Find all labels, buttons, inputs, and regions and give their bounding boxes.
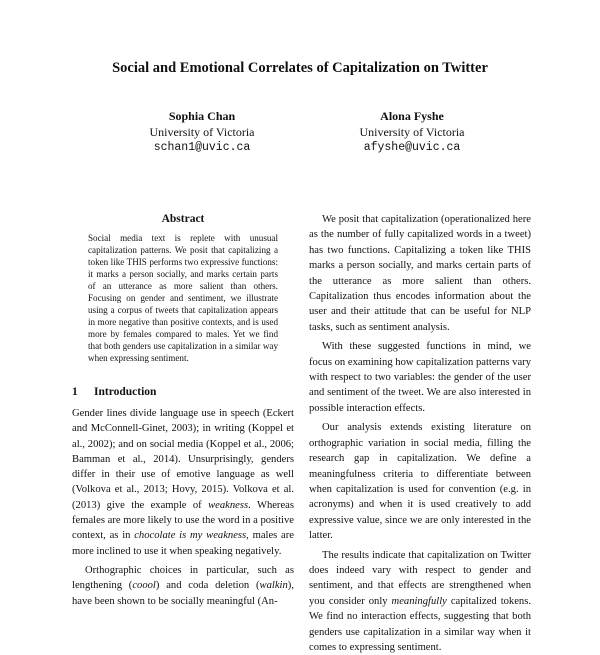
paper-title: Social and Emotional Correlates of Capitalization on Twitter [112,60,488,76]
abstract-text: Social media text is replete with unusual capitalization patterns. We posit that capitalizing a token like THIS performs two expressive functions: it marks a person socially, and marks certain parts of an utterance as more salient than others. Focusing on gender and sentiment, we illustrate using a corpus of tweets that capitalization appears in more negative than positive contexts, and is used more by females compared to males. Yet we find that both genders use capitalization in a similar way when expressing sentiment. [88,233,278,363]
author-block [302,108,522,156]
right-paragraph-4: The results indicate that capitalization on Twitter does indeed vary with respect to gender and sentiment, and that effects are strengthened when you consider only meaningfully capitalized tokens. We find no interaction effects, suggesting that both genders use capitalization in a similar way when it comes to expressing sentiment. [309,549,531,653]
right-paragraph-3: Our analysis extends existing literature on orthographic variation in social media, filling the research gap in capitalization. We define a meaningfulness criteria to differentiate between when capitalization is used for convention (e.g. in acronyms) and when it is used creatively to add expressive value, since we are only interested in the latter. [309,422,531,542]
author-affiliation: University of Victoria [359,125,465,139]
right-column-body [309,212,531,655]
author-email: schan1@uvic.ca [153,141,251,154]
left-column-body [72,406,294,609]
section-heading [72,386,156,398]
author-name: Sophia Chan [168,109,236,123]
author-affiliation: University of Victoria [149,125,255,139]
intro-paragraph-1: Gender lines divide language use in speech (Eckert and McConnell-Ginet, 2003); in writing (Koppel et al., 2002); and on social media (Koppel et al., 2006; Bamman et al., 2014). Unsurprisingly, genders differ in their use of emotive language as well (Volkova et al., 2013; Hovy, 2015). Volkova et al. (2013) give the example of weakness. Whereas females are more likely to use the word in a positive context, as in chocolate is my weakness, males are more inclined to use it when speaking negatively. [72,408,294,557]
section-number: 1 [72,386,78,398]
right-paragraph-1: We posit that capitalization (operationalized here as the number of fully capitalized words in a tweet) has two functions. Capitalizing a token like THIS marks a person socially, and marks certain parts of the utterance as more salient than others. Capitalization thus encodes information about the user and their attitude that can be useful for NLP tasks, such as sentiment analysis. [309,214,531,333]
author-email: afyshe@uvic.ca [363,141,461,154]
section-title: Introduction [94,386,157,398]
abstract-heading: Abstract [161,213,205,225]
author-name: Alona Fyshe [380,109,444,123]
intro-paragraph-2: Orthographic choices in particular, such as lengthening (coool) and coda deletion (walkin), have been shown to be socially meaningful (An- [72,564,294,607]
author-block [92,108,312,156]
right-paragraph-2: With these suggested functions in mind, we focus on examining how capitalization patterns vary with respect to two variables: the gender of the user and sentiment of the tweet. We are also interested in possible interaction effects. [309,341,531,414]
